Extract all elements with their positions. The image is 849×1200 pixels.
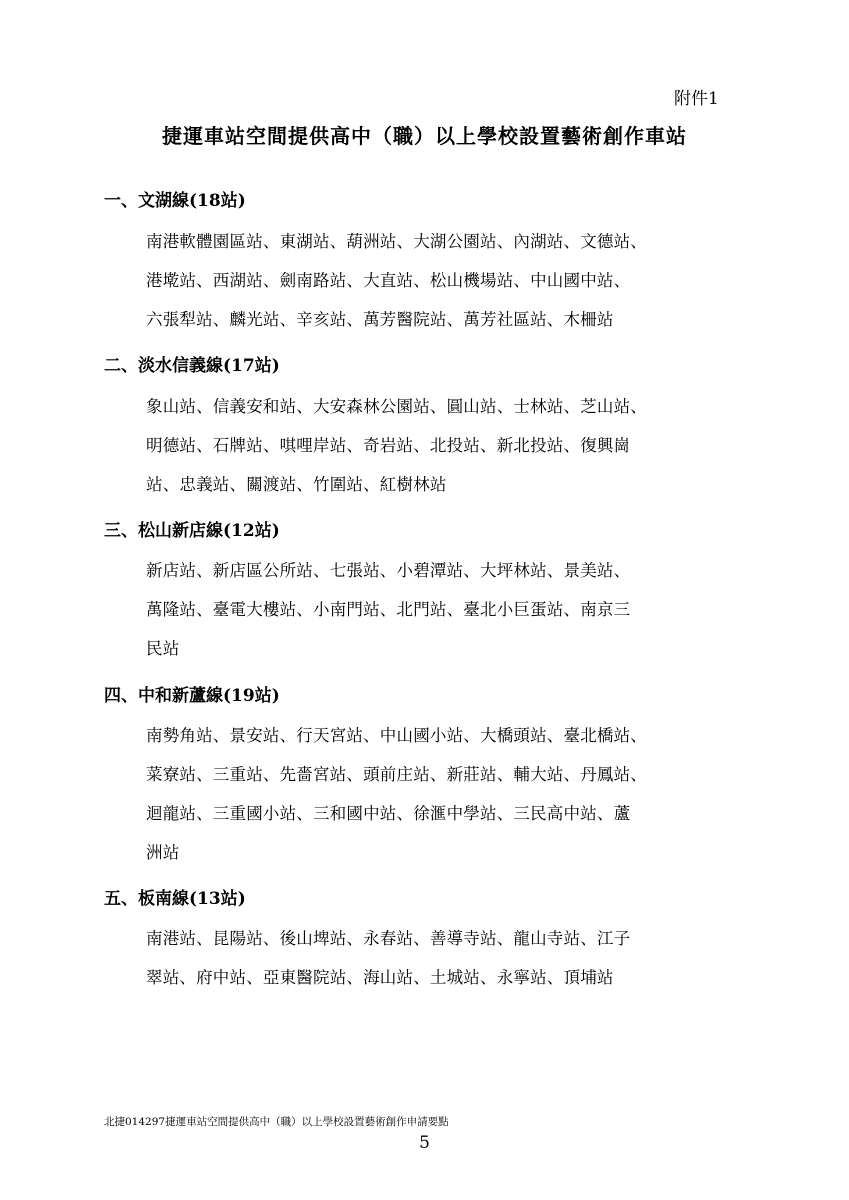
section-heading-wenhu: 一、文湖線(18站): [104, 191, 246, 211]
station-line: 翠站、府中站、亞東醫院站、海山站、土城站、永寧站、頂埔站: [146, 968, 614, 987]
station-line: 新店站、新店區公所站、七張站、小碧潭站、大坪林站、景美站、: [146, 561, 631, 580]
section-heading-bannan: 五、板南線(13站): [104, 889, 246, 909]
page-number: 5: [419, 1133, 430, 1153]
page-title: 捷運車站空間提供高中（職）以上學校設置藝術創作車站: [162, 124, 687, 148]
station-line: 南勢角站、景安站、行天宮站、中山國小站、大橋頭站、臺北橋站、: [146, 726, 647, 745]
annex-label: 附件1: [674, 89, 719, 109]
station-line: 菜寮站、三重站、先嗇宮站、頭前庄站、新莊站、輔大站、丹鳳站、: [146, 765, 647, 784]
station-line: 民站: [146, 639, 180, 658]
station-line: 萬隆站、臺電大樓站、小南門站、北門站、臺北小巨蛋站、南京三: [146, 600, 631, 619]
section-heading-tamsui-xinyi: 二、淡水信義線(17站): [104, 356, 280, 376]
station-line: 洲站: [146, 843, 180, 862]
station-line: 象山站、信義安和站、大安森林公園站、圓山站、士林站、芝山站、: [146, 397, 647, 416]
section-heading-zhonghe-xinlu: 四、中和新蘆線(19站): [104, 686, 280, 706]
station-line: 明德站、石牌站、唭哩岸站、奇岩站、北投站、新北投站、復興崗: [146, 436, 631, 455]
station-line: 港墘站、西湖站、劍南路站、大直站、松山機場站、中山國中站、: [146, 271, 631, 290]
section-heading-songshan-xindian: 三、松山新店線(12站): [104, 521, 280, 541]
station-line: 站、忠義站、關渡站、竹圍站、紅樹林站: [146, 475, 447, 494]
station-line: 六張犁站、麟光站、辛亥站、萬芳醫院站、萬芳社區站、木柵站: [146, 310, 614, 329]
station-line: 南港軟體園區站、東湖站、葫洲站、大湖公園站、內湖站、文德站、: [146, 232, 647, 251]
footer-note: 北捷014297捷運車站空間提供高中（職）以上學校設置藝術創作申請要點: [104, 1116, 449, 1128]
station-line: 迴龍站、三重國小站、三和國中站、徐滙中學站、三民高中站、蘆: [146, 804, 631, 823]
station-line: 南港站、昆陽站、後山埤站、永春站、善導寺站、龍山寺站、江子: [146, 929, 631, 948]
